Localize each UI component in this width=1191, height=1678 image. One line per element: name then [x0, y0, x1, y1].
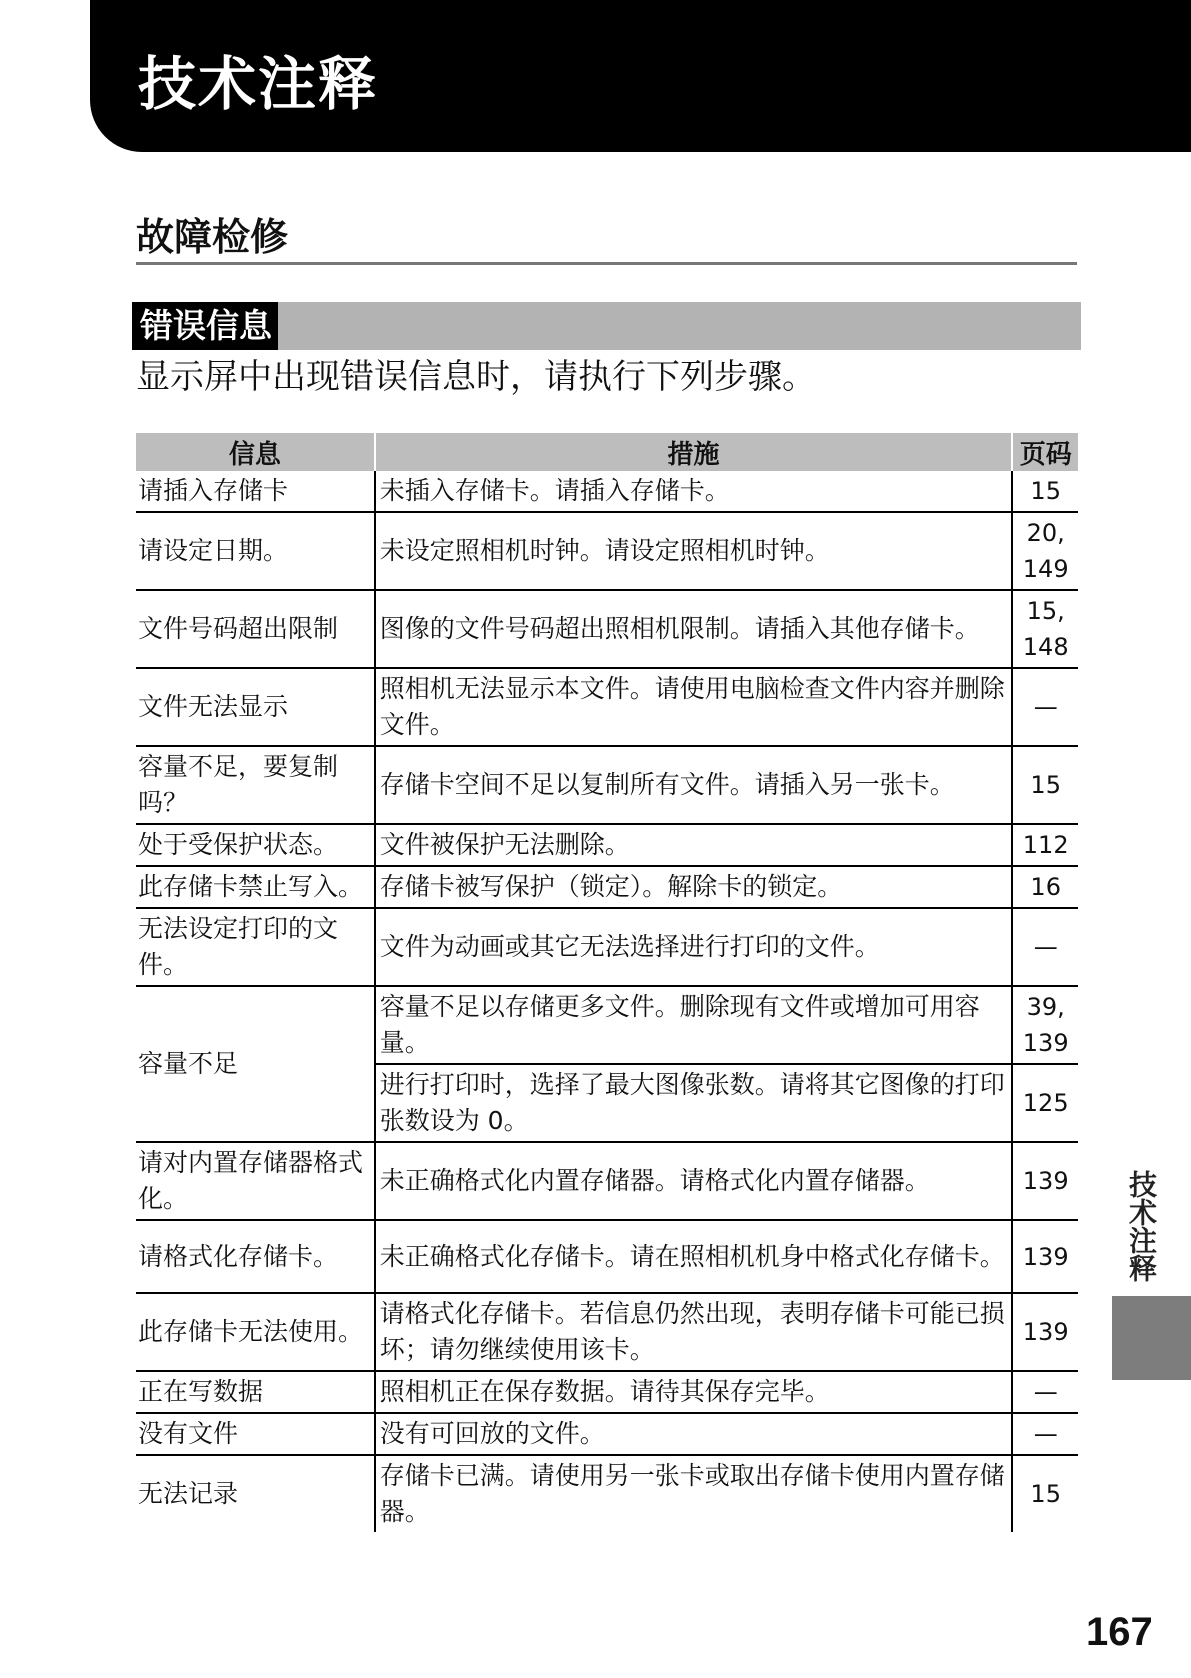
table-row [136, 1413, 1078, 1455]
subsection-title: 错误信息 [132, 302, 278, 350]
message-cell: 正在写数据 [136, 1371, 375, 1413]
page-cell: 139 [1012, 1142, 1078, 1220]
table-row [136, 824, 1078, 866]
page-cell: — [1012, 908, 1078, 986]
page-cell: 15 [1012, 471, 1078, 512]
page-number: 167 [1086, 1610, 1153, 1654]
table-row [136, 590, 1078, 668]
table-row [136, 746, 1078, 824]
error-message-table [136, 433, 1078, 1532]
table-row [136, 1371, 1078, 1413]
section-divider [136, 262, 1077, 265]
message-cell: 请对内置存储器格式化。 [136, 1142, 375, 1220]
action-cell: 未正确格式化存储卡。请在照相机机身中格式化存储卡。 [375, 1220, 1013, 1293]
intro-text: 显示屏中出现错误信息时，请执行下列步骤。 [136, 357, 816, 397]
action-cell: 存储卡被写保护（锁定）。解除卡的锁定。 [375, 866, 1013, 908]
table-row [136, 1293, 1078, 1371]
page-cell: 139 [1012, 1220, 1078, 1293]
action-cell: 存储卡已满。请使用另一张卡或取出存储卡使用内置存储器。 [375, 1455, 1013, 1532]
message-cell: 此存储卡禁止写入。 [136, 866, 375, 908]
page-cell: 125 [1012, 1064, 1078, 1142]
page-cell: 20, 149 [1012, 512, 1078, 590]
table-row [136, 1142, 1078, 1220]
action-cell: 文件为动画或其它无法选择进行打印的文件。 [375, 908, 1013, 986]
message-cell: 无法设定打印的文件。 [136, 908, 375, 986]
action-cell: 存储卡空间不足以复制所有文件。请插入另一张卡。 [375, 746, 1013, 824]
page-cell: — [1012, 1413, 1078, 1455]
page-cell: 16 [1012, 866, 1078, 908]
column-header-message: 信息 [136, 433, 375, 471]
table-row [136, 1455, 1078, 1532]
section-title: 故障检修 [136, 215, 289, 259]
table-row [136, 908, 1078, 986]
action-cell: 没有可回放的文件。 [375, 1413, 1013, 1455]
message-cell: 容量不足，要复制吗？ [136, 746, 375, 824]
page-cell: 112 [1012, 824, 1078, 866]
message-cell: 请设定日期。 [136, 512, 375, 590]
table-row [136, 471, 1078, 512]
chapter-title: 技术注释 [138, 50, 379, 118]
action-cell: 未设定照相机时钟。请设定照相机时钟。 [375, 512, 1013, 590]
message-cell: 容量不足 [136, 986, 375, 1142]
page-cell: — [1012, 1371, 1078, 1413]
side-tab-marker [1112, 1296, 1191, 1380]
page-cell: 15 [1012, 1455, 1078, 1532]
action-cell: 照相机正在保存数据。请待其保存完毕。 [375, 1371, 1013, 1413]
message-cell: 处于受保护状态。 [136, 824, 375, 866]
action-cell: 文件被保护无法删除。 [375, 824, 1013, 866]
message-cell: 请插入存储卡 [136, 471, 375, 512]
page-cell: 15, 148 [1012, 590, 1078, 668]
table-row [136, 512, 1078, 590]
action-cell: 进行打印时，选择了最大图像张数。请将其它图像的打印张数设为 0。 [375, 1064, 1013, 1142]
table-header-row [136, 433, 1078, 471]
page-cell: 139 [1012, 1293, 1078, 1371]
message-cell: 此存储卡无法使用。 [136, 1293, 375, 1371]
column-header-page: 页码 [1012, 433, 1078, 471]
action-cell: 容量不足以存储更多文件。删除现有文件或增加可用容量。 [375, 986, 1013, 1064]
page-cell: — [1012, 668, 1078, 746]
table-row [136, 668, 1078, 746]
message-cell: 文件号码超出限制 [136, 590, 375, 668]
table-row [136, 1220, 1078, 1293]
side-tab-label: 技术注释 [1125, 1170, 1158, 1282]
message-cell: 请格式化存储卡。 [136, 1220, 375, 1293]
table-row [136, 866, 1078, 908]
page-cell: 15 [1012, 746, 1078, 824]
subsection-bar [132, 302, 1081, 350]
action-cell: 图像的文件号码超出照相机限制。请插入其他存储卡。 [375, 590, 1013, 668]
column-header-action: 措施 [375, 433, 1013, 471]
action-cell: 未插入存储卡。请插入存储卡。 [375, 471, 1013, 512]
action-cell: 未正确格式化内置存储器。请格式化内置存储器。 [375, 1142, 1013, 1220]
message-cell: 没有文件 [136, 1413, 375, 1455]
action-cell: 请格式化存储卡。若信息仍然出现，表明存储卡可能已损坏；请勿继续使用该卡。 [375, 1293, 1013, 1371]
action-cell: 照相机无法显示本文件。请使用电脑检查文件内容并删除文件。 [375, 668, 1013, 746]
message-cell: 文件无法显示 [136, 668, 375, 746]
table-row [136, 986, 1078, 1064]
message-cell: 无法记录 [138, 1479, 239, 1508]
page-cell: 39, 139 [1012, 986, 1078, 1064]
